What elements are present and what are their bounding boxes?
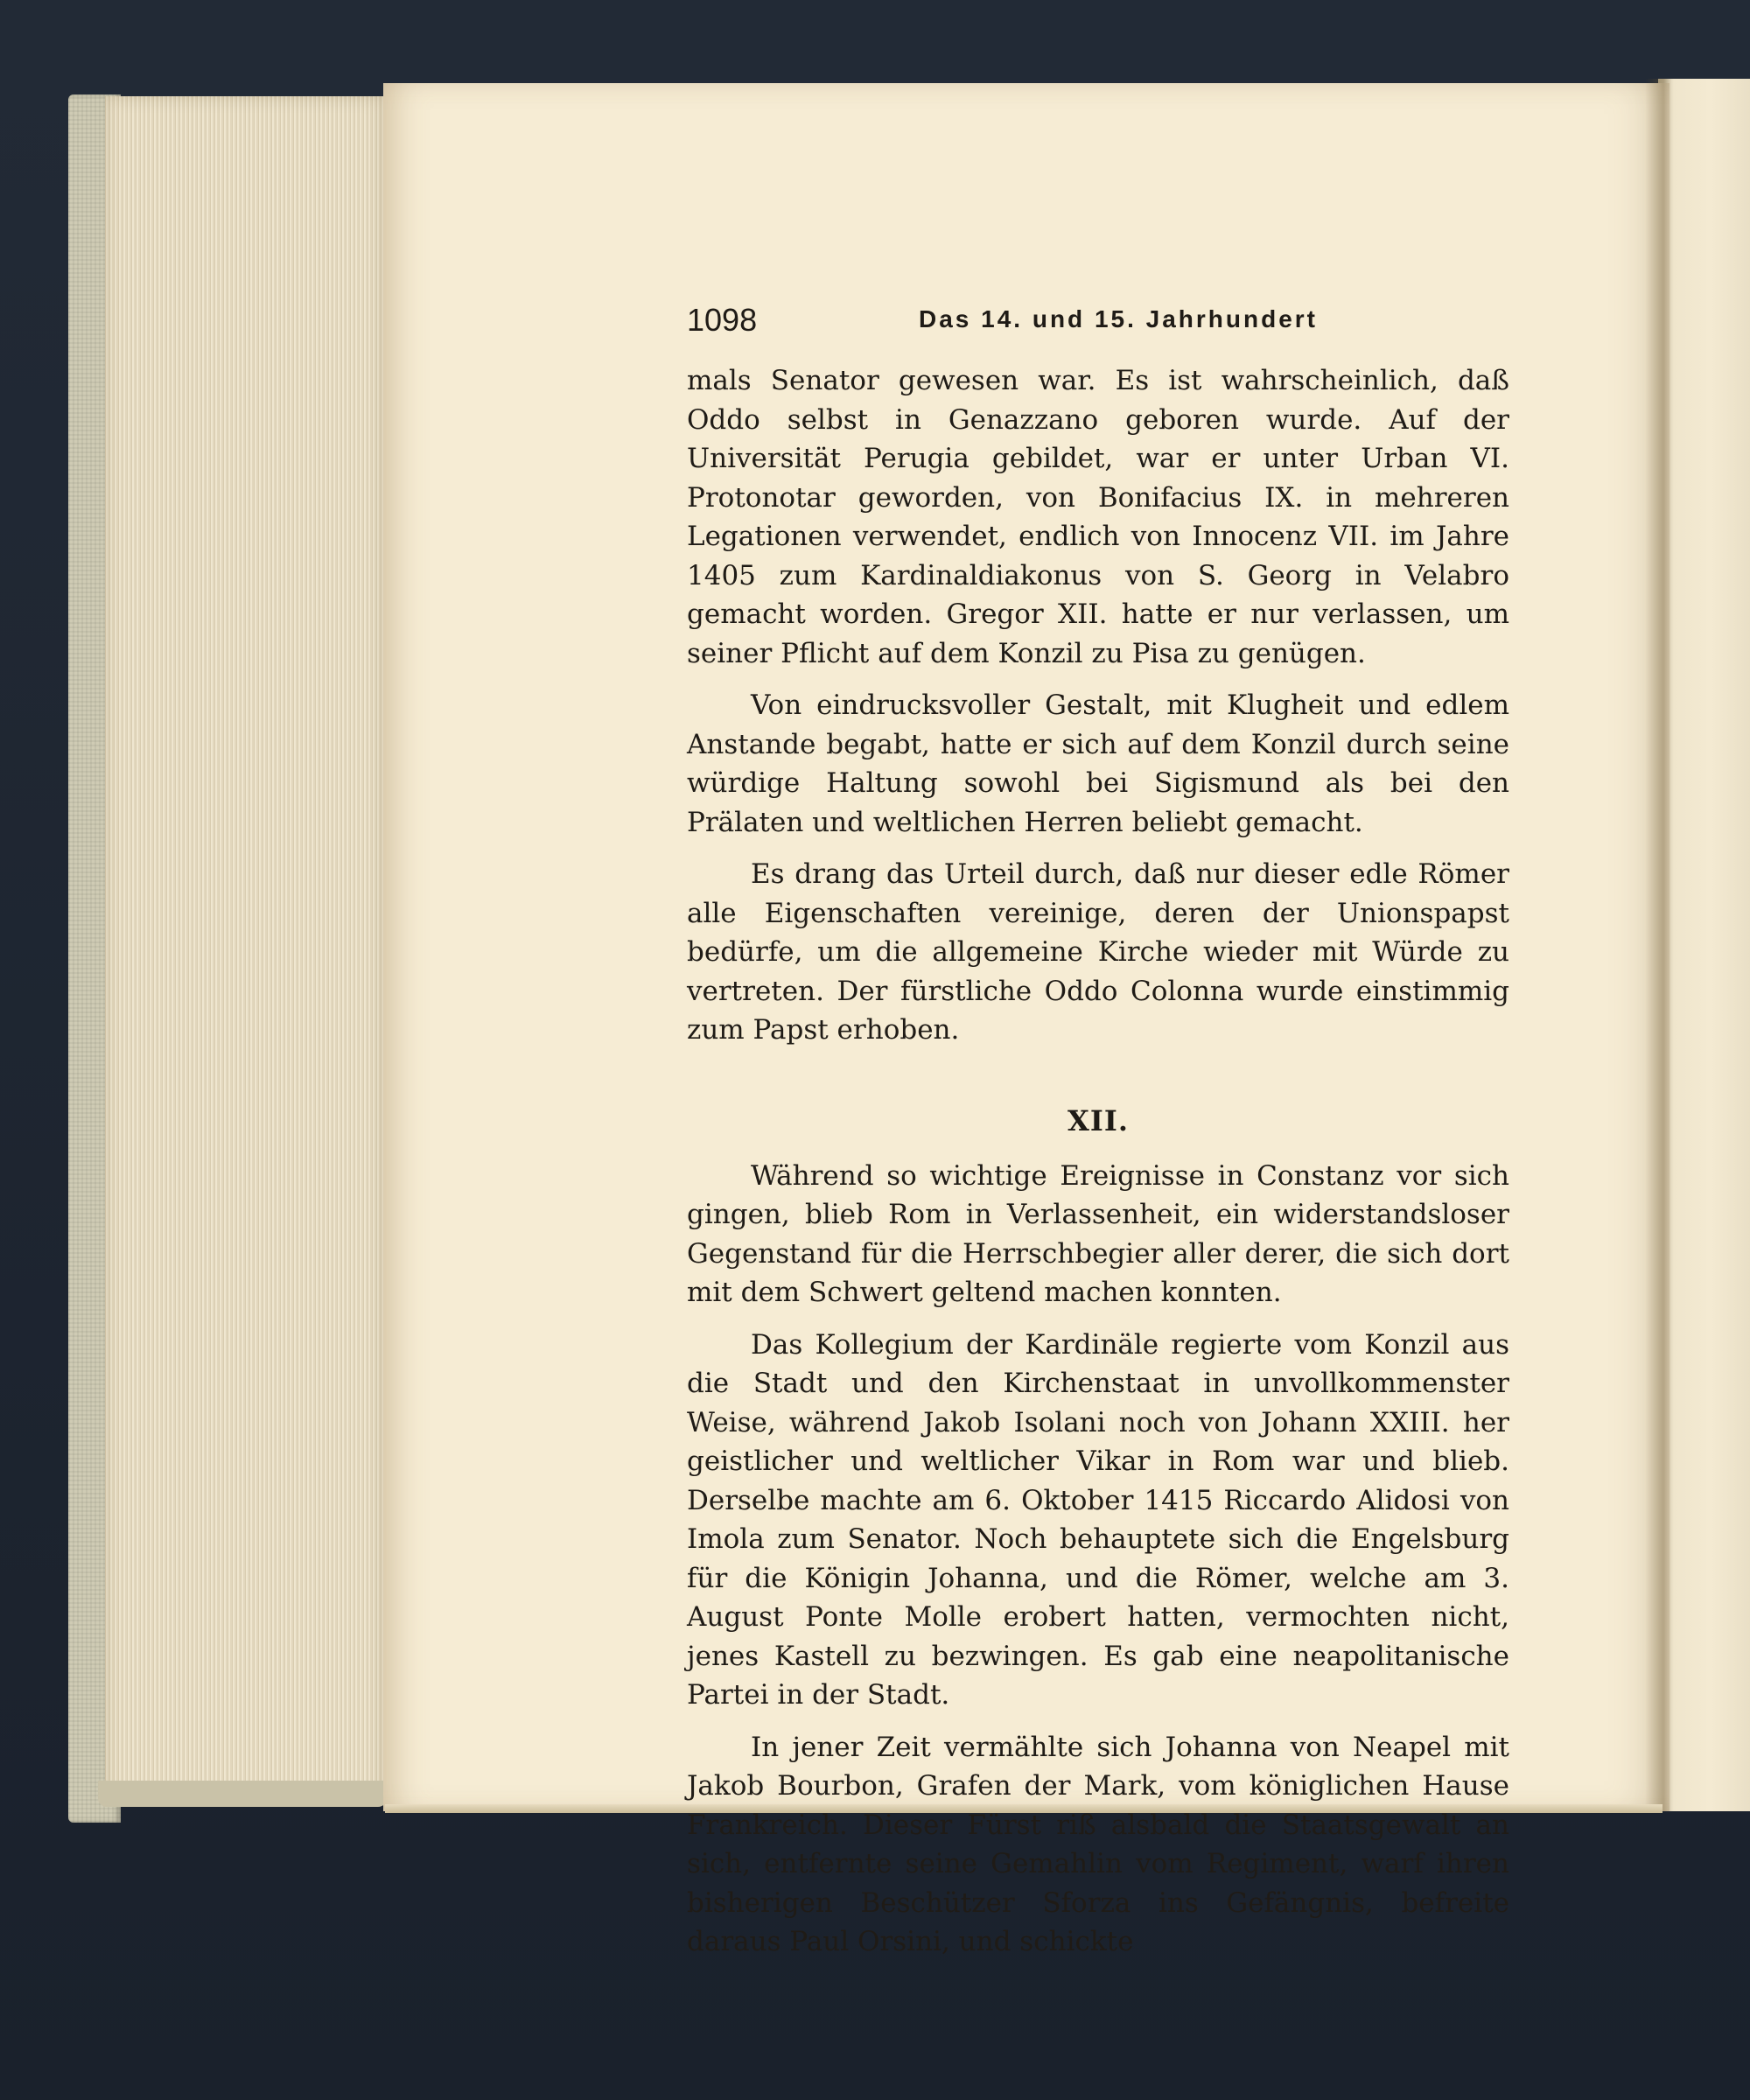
- text-column: [687, 302, 1509, 1975]
- facing-page-edge: [1658, 79, 1750, 1811]
- running-title: Das 14. und 15. Jahrhundert: [919, 305, 1318, 332]
- book-cover-bottom: [98, 1781, 387, 1807]
- paragraph-6: In jener Zeit vermählte sich Johanna von Neapel mit Jakob Bourbon, Grafen der Mark, vom königlichen Hause Frankreich. Dieser Fürst riß alsbald die Staatsgewalt an sich, entfernte seine Gemahlin vom Regiment, warf ihren bisherigen Beschützer Sforza ins Gefängnis, befreite daraus Paul Orsini, und schickte: [687, 1731, 1509, 1957]
- paragraph-4: Während so wichtige Ereignisse in Constanz vor sich gingen, blieb Rom in Verlassenheit, ein widerstandsloser Gegenstand für die Herrschbegier aller derer, die sich dort mit dem Schwert geltend machen konnten.: [687, 1159, 1509, 1308]
- page-edges-stack: [105, 96, 383, 1798]
- paragraph-1: mals Senator gewesen war. Es ist wahrscheinlich, daß Oddo selbst in Genazzano geboren wurde. Auf der Universität Perugia gebildet, war er unter Urban VI. Protonotar geworden, von Bonifacius IX. in mehreren Legationen verwendet, endlich von Innocenz VII. im Jahre 1405 zum Kardinaldiakonus von S. Georg in Velabro gemacht worden. Gregor XII. hatte er nur verlassen, um seiner Pflicht auf dem Konzil zu Pisa zu genügen.: [687, 365, 1509, 669]
- running-head: [687, 302, 1509, 344]
- paragraph-5: Das Kollegium der Kardinäle regierte vom Konzil aus die Stadt und den Kirchenstaat in unvollkommenster Weise, während Jakob Isolani noch von Johann XXIII. her geistlicher und weltlicher Vikar in Rom war und blieb. Derselbe machte am 6. Oktober 1415 Riccardo Alidosi von Imola zum Senator. Noch behauptete sich die Engelsburg für die Königin Johanna, und die Römer, welche am 3. August Ponte Molle erobert hatten, vermochten nicht, jenes Kastell zu bezwingen. Es gab eine neapolitanische Partei in der Stadt.: [687, 1328, 1509, 1711]
- section-heading: XII.: [1068, 1103, 1129, 1138]
- gutter-shadow: [1645, 79, 1671, 1811]
- paragraph-3: Es drang das Urteil durch, daß nur dieser edle Römer alle Eigenschaften vereinige, deren der Unionspapst bedürfe, um die allgemeine Kirche wieder mit Würde zu vertreten. Der fürstliche Oddo Colonna wurde einstimmig zum Papst erhoben.: [687, 858, 1509, 1046]
- paragraph-2: Von eindrucksvoller Gestalt, mit Klugheit und edlem Anstande begabt, hatte er sich auf dem Konzil durch seine würdige Haltung sowohl bei Sigismund als bei den Prälaten und weltlichen Herren beliebt gemacht.: [687, 690, 1509, 838]
- page-number: 1098: [687, 302, 758, 338]
